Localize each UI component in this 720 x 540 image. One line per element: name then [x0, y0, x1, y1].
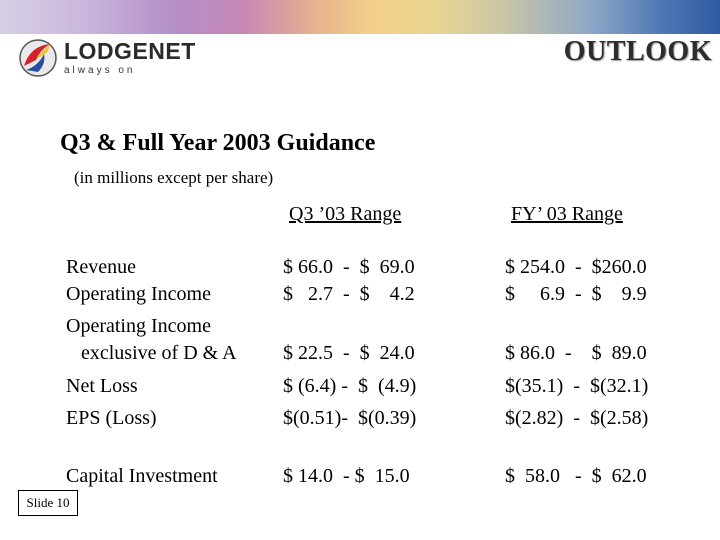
lodgenet-logo [16, 36, 196, 80]
column-header-fy: FY’ 03 Range [511, 203, 623, 225]
row-label: EPS (Loss) [66, 407, 157, 429]
logo-tagline: always on [64, 65, 136, 76]
row-label: Capital Investment [66, 465, 218, 487]
row-label: Operating Income [66, 315, 211, 337]
column-header-q3: Q3 ’03 Range [289, 203, 402, 225]
fy-range-value: $ 6.9 - $ 9.9 [505, 283, 647, 305]
guidance-subheading: (in millions except per share) [74, 168, 274, 187]
q3-range-value: $(0.51)- $(0.39) [283, 407, 417, 429]
slide-number-badge: Slide 10 [18, 490, 78, 516]
fy-range-value: $(35.1) - $(32.1) [505, 375, 649, 397]
row-label-continued: exclusive of D & A [66, 342, 237, 364]
logo-wordmark: LODGENET [64, 38, 196, 64]
decorative-gradient-band [0, 0, 720, 34]
lodgenet-logo-icon [16, 36, 60, 80]
fy-range-value: $ 58.0 - $ 62.0 [505, 465, 647, 487]
q3-range-value: $ (6.4) - $ (4.9) [283, 375, 417, 397]
fy-range-value: $ 254.0 - $260.0 [505, 256, 647, 278]
fy-range-value: $(2.82) - $(2.58) [505, 407, 649, 429]
q3-range-value: $ 22.5 - $ 24.0 [283, 342, 415, 364]
guidance-heading: Q3 & Full Year 2003 Guidance [60, 130, 376, 156]
row-label: Revenue [66, 256, 136, 278]
fy-range-value: $ 86.0 - $ 89.0 [505, 342, 647, 364]
q3-range-value: $ 14.0 - $ 15.0 [283, 465, 410, 487]
q3-range-value: $ 66.0 - $ 69.0 [283, 256, 415, 278]
slide-title: OUTLOOK [563, 36, 712, 67]
q3-range-value: $ 2.7 - $ 4.2 [283, 283, 415, 305]
row-label: Operating Income [66, 283, 211, 305]
row-label: Net Loss [66, 375, 138, 397]
